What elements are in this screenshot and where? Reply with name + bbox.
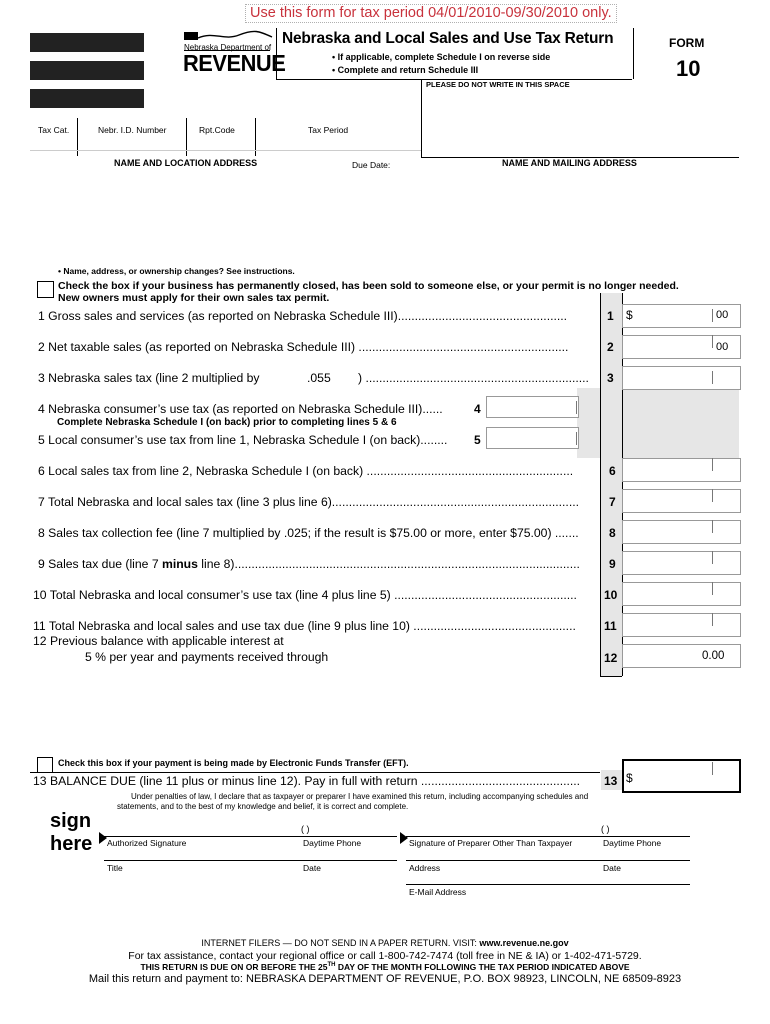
- here-word: here: [50, 833, 93, 855]
- dollar-sign: $: [626, 308, 633, 322]
- tax-assistance-note: For tax assistance, contact your regional office or call 1-800-742-7474 (toll free in NE & IA) or 1-402-471-5729.: [128, 950, 642, 962]
- changes-note: • Name, address, or ownership changes? See instructions.: [58, 266, 295, 276]
- arrow-icon: [400, 832, 408, 844]
- rpt-code-label: Rpt.Code: [199, 125, 235, 135]
- mailing-address-note: Mail this return and payment to: NEBRASKA DEPARTMENT OF REVENUE, P.O. BOX 98923, LINCOLN, NE 68509-8923: [88, 973, 682, 985]
- form-label: FORM: [669, 36, 705, 50]
- authorized-signature-line[interactable]: [104, 836, 397, 837]
- line-10-label: 10 Total Nebraska and local consumer’s use tax (line 4 plus line 5) ......................................................: [33, 588, 577, 602]
- line-8-label: 8 Sales tax collection fee (line 7 multiplied by .025; if the result is $75.00 or more, enter $75.00) .......: [38, 526, 579, 540]
- line-9-label: 9 Sales tax due (line 7 minus line 8)......................................................................................................: [38, 557, 580, 571]
- line-1-cents: 00: [716, 309, 729, 321]
- authorized-signature-label: Authorized Signature: [107, 838, 187, 848]
- email-line[interactable]: [406, 884, 690, 885]
- due-date-label: Due Date:: [352, 160, 391, 170]
- shaded-block: [577, 388, 739, 458]
- black-bar: [30, 89, 144, 108]
- line-5-input[interactable]: [486, 427, 579, 449]
- eft-checkbox[interactable]: [37, 757, 53, 773]
- tax-period-label: Tax Period: [308, 125, 349, 135]
- penalties-statement-1: Under penalties of law, I declare that as taxpayer or preparer I have examined this return, including accompanying schedules and: [131, 792, 589, 801]
- line-1-number: 1: [607, 309, 614, 323]
- line-11-label: 11 Total Nebraska and local sales and use tax due (line 9 plus line 10) ................................................: [33, 619, 576, 633]
- title-label: Title: [107, 863, 123, 873]
- dollar-sign: $: [626, 771, 633, 785]
- line-7-number: 7: [609, 495, 616, 509]
- line-4-input[interactable]: [486, 396, 579, 418]
- line-13-number: 13: [604, 774, 618, 788]
- line-12-value: 0.00: [702, 650, 725, 662]
- balance-due-input[interactable]: [622, 759, 741, 793]
- tax-period-notice: Use this form for tax period 04/01/2010-09/30/2010 only.: [245, 4, 617, 23]
- schedule-i-instruction: Complete Nebraska Schedule I (on back) prior to completing lines 5 & 6: [57, 417, 397, 428]
- address-label: Address: [409, 863, 441, 873]
- date-label-1: Date: [303, 863, 321, 873]
- mailing-address-label: NAME AND MAILING ADDRESS: [502, 158, 637, 168]
- preparer-signature-line[interactable]: [406, 836, 690, 837]
- due-date-note: THIS RETURN IS DUE ON OR BEFORE THE 25TH DAY OF THE MONTH FOLLOWING THE TAX PERIOD INDICATED ABOVE: [140, 962, 630, 972]
- line-1-label: 1 Gross sales and services (as reported on Nebraska Schedule III)..................................................: [38, 309, 568, 323]
- line-12-number: 12: [604, 651, 618, 665]
- penalties-statement-2: statements, and to the best of my knowledge and belief, it is correct and complete.: [117, 802, 409, 811]
- daytime-phone-label-1: Daytime Phone: [303, 838, 362, 848]
- line-3-input[interactable]: [622, 366, 741, 390]
- line-3-label: 3 Nebraska sales tax (line 2 multiplied by: [38, 371, 260, 385]
- line-2-number: 2: [607, 340, 614, 354]
- line-6-label: 6 Local sales tax from line 2, Nebraska Schedule I (on back) .............................................................: [38, 464, 574, 478]
- date-label-2: Date: [603, 863, 621, 873]
- line-8-number: 8: [609, 526, 616, 540]
- no-write-label: PLEASE DO NOT WRITE IN THIS SPACE: [426, 80, 570, 89]
- line-3-dots: ) ..................................................................: [358, 371, 589, 385]
- line-8-input[interactable]: [622, 520, 741, 544]
- location-address-label: NAME AND LOCATION ADDRESS: [114, 158, 258, 168]
- line-12-rate-label: 5 % per year and payments received through: [85, 650, 329, 664]
- logo-department: Nebraska Department of: [184, 43, 272, 52]
- form-title: Nebraska and Local Sales and Use Tax Return: [282, 30, 614, 47]
- sales-tax-rate: .055: [307, 371, 331, 385]
- black-bar: [30, 61, 144, 80]
- line-9-number: 9: [609, 557, 616, 571]
- minus-word: minus: [162, 557, 198, 571]
- phone-area-code-2: ( ): [601, 824, 610, 834]
- line-7-input[interactable]: [622, 489, 741, 513]
- line-10-number: 10: [604, 588, 618, 602]
- sign-word: sign: [50, 810, 92, 832]
- line-10-input[interactable]: [622, 582, 741, 606]
- logo-revenue: REVENUE: [183, 50, 286, 76]
- business-closed-checkbox[interactable]: [37, 281, 54, 298]
- schedule-i-note: • If applicable, complete Schedule I on reverse side: [332, 52, 551, 62]
- nebr-id-label: Nebr. I.D. Number: [98, 125, 167, 135]
- line-2-cents: 00: [716, 341, 729, 353]
- title-line[interactable]: [104, 860, 397, 861]
- line-3-number: 3: [607, 371, 614, 385]
- nebraska-logo-icon: [184, 29, 274, 43]
- tax-cat-label: Tax Cat.: [38, 125, 70, 135]
- schedule-iii-note: • Complete and return Schedule III: [332, 65, 479, 75]
- closed-instruction: Check the box if your business has permanently closed, has been sold to someone else, or your permit is no longer needed.: [58, 280, 679, 292]
- preparer-signature-label: Signature of Preparer Other Than Taxpayer: [409, 838, 573, 848]
- line-4-label: 4 Nebraska consumer’s use tax (as reported on Nebraska Schedule III)......: [38, 402, 443, 416]
- line-9-input[interactable]: [622, 551, 741, 575]
- line-12-label: 12 Previous balance with applicable interest at: [33, 634, 284, 648]
- line-6-input[interactable]: [622, 458, 741, 482]
- address-line[interactable]: [406, 860, 690, 861]
- eft-label: Check this box if your payment is being made by Electronic Funds Transfer (EFT).: [58, 758, 409, 768]
- line-2-label: 2 Net taxable sales (as reported on Nebraska Schedule III) ..............................................................: [38, 340, 569, 354]
- line-11-number: 11: [604, 619, 617, 633]
- phone-area-code-1: ( ): [301, 824, 310, 834]
- black-bar: [30, 33, 144, 52]
- new-owner-note: New owners must apply for their own sales tax permit.: [58, 292, 330, 304]
- line-5-label: 5 Local consumer’s use tax from line 1, Nebraska Schedule I (on back)........: [38, 433, 448, 447]
- email-label: E-Mail Address: [409, 887, 467, 897]
- line-6-number: 6: [609, 464, 616, 478]
- line-11-input[interactable]: [622, 613, 741, 637]
- line-7-label: 7 Total Nebraska and local sales tax (line 3 plus line 6).........................................................................: [38, 495, 579, 509]
- line-13-label: 13 BALANCE DUE (line 11 plus or minus line 12). Pay in full with return ...............................................: [33, 774, 581, 788]
- arrow-icon: [99, 832, 107, 844]
- line-4-number: 4: [474, 402, 481, 416]
- internet-filers-note: INTERNET FILERS — DO NOT SEND IN A PAPER RETURN. VISIT: www.revenue.ne.gov: [201, 938, 569, 948]
- line-5-number: 5: [474, 433, 481, 447]
- daytime-phone-label-2: Daytime Phone: [603, 838, 662, 848]
- form-number: 10: [676, 56, 701, 81]
- revenue-url[interactable]: www.revenue.ne.gov: [479, 938, 569, 948]
